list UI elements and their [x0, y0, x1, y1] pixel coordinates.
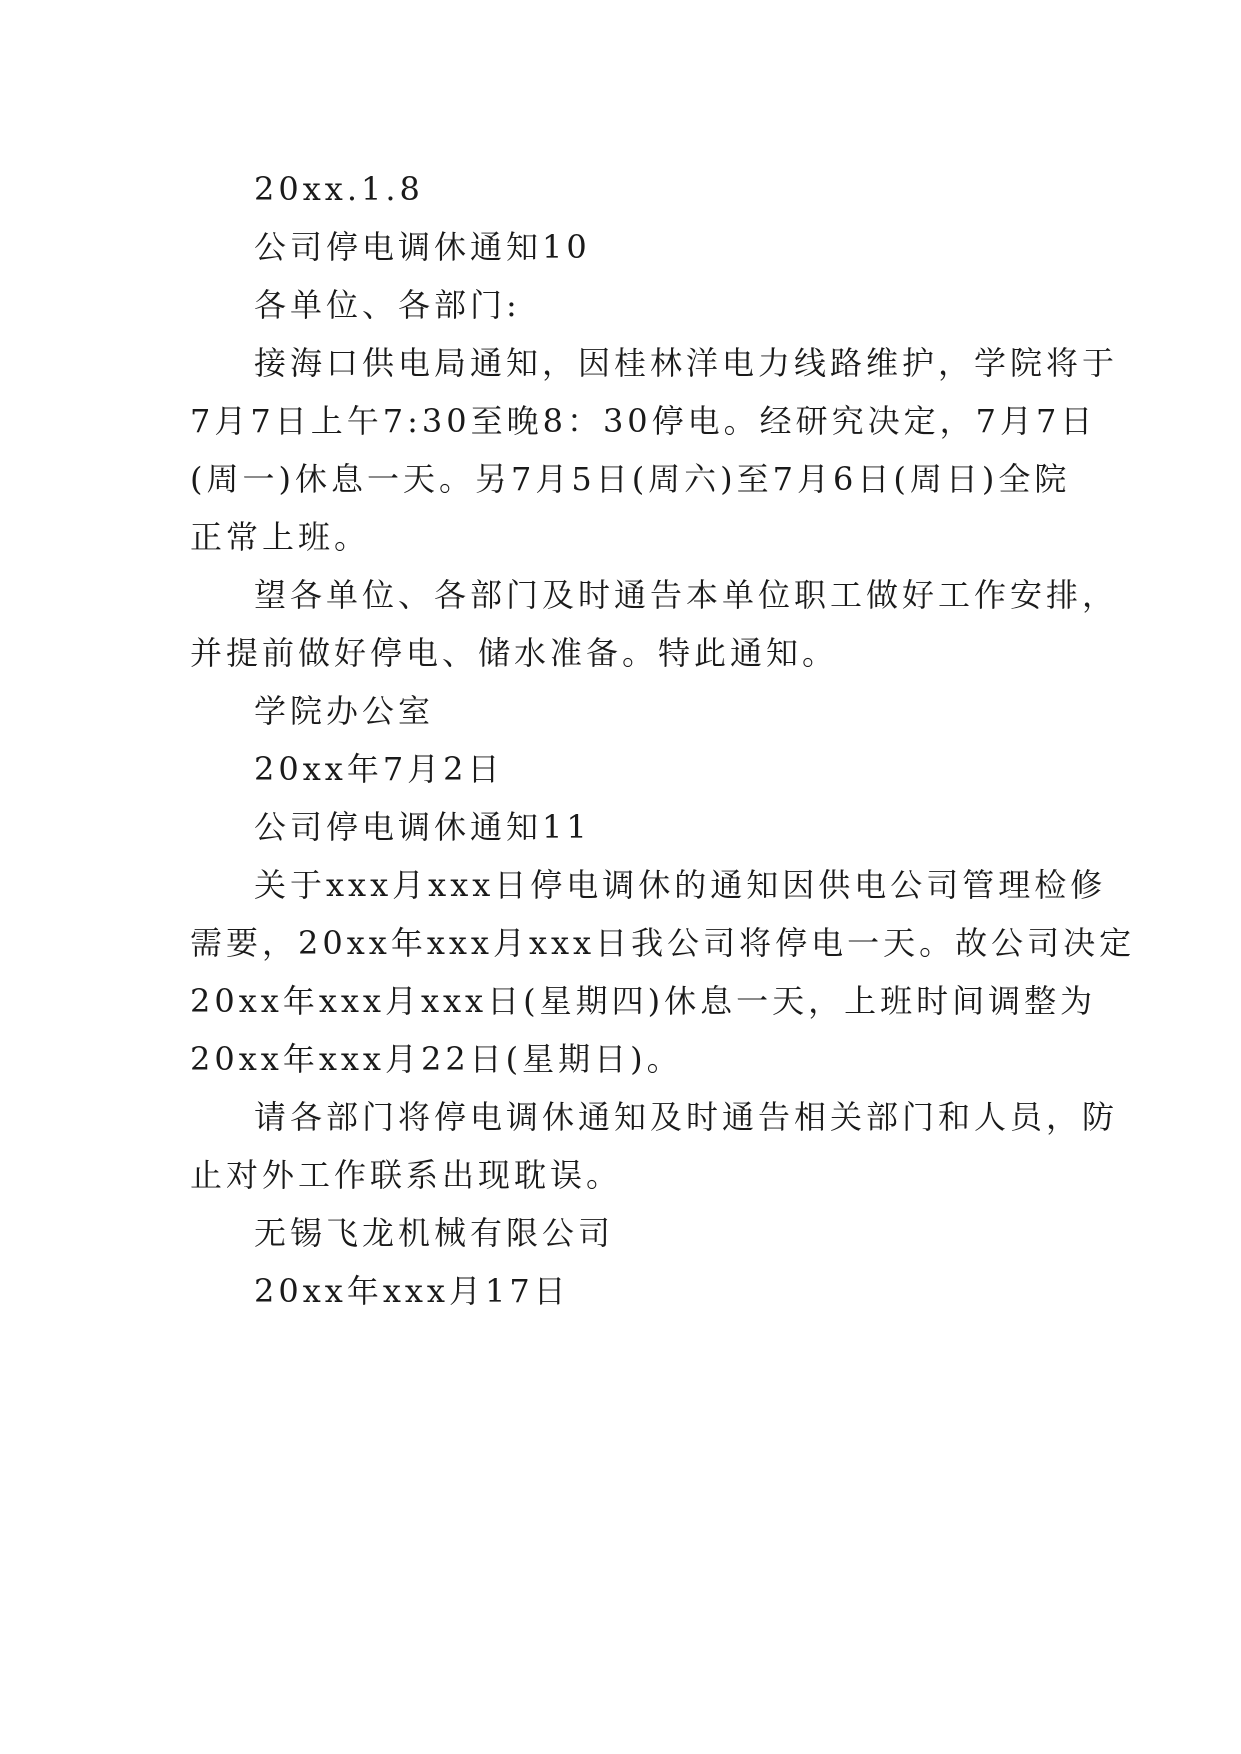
paragraph-line: 7月7日上午7:30至晚8：30停电。经研究决定，7月7日	[190, 402, 1097, 440]
paragraph-line: 请各部门将停电调休通知及时通告相关部门和人员，防	[254, 1098, 1119, 1136]
salutation: 各单位、各部门:	[254, 286, 521, 324]
paragraph-line: 需要，20xx年xxx月xxx日我公司将停电一天。故公司决定	[190, 924, 1136, 962]
signature-org: 学院办公室	[254, 692, 435, 730]
paragraph-line: 接海口供电局通知，因桂林洋电力线路维护，学院将于	[254, 344, 1119, 382]
paragraph-line: 20xx年xxx月22日(星期日)。	[190, 1040, 683, 1078]
paragraph-line: 望各单位、各部门及时通告本单位职工做好工作安排，	[254, 576, 1119, 614]
paragraph-notify	[190, 1088, 1119, 1204]
signature-date: 20xx年xxx月17日	[254, 1272, 570, 1310]
notice-title-11: 公司停电调休通知11	[254, 808, 591, 846]
paragraph-line: (周一)休息一天。另7月5日(周六)至7月6日(周日)全院	[190, 460, 1071, 498]
document-body	[190, 160, 1136, 1320]
paragraph-power-outage	[190, 334, 1119, 566]
paragraph-line: 关于xxx月xxx日停电调休的通知因供电公司管理检修	[254, 866, 1107, 904]
paragraph-schedule-change	[190, 856, 1136, 1088]
paragraph-line: 正常上班。	[190, 518, 371, 556]
paragraph-line: 止对外工作联系出现耽误。	[190, 1156, 623, 1194]
paragraph-line: 并提前做好停电、储水准备。特此通知。	[190, 634, 839, 672]
signature-org: 无锡飞龙机械有限公司	[254, 1214, 615, 1252]
paragraph-line: 20xx年xxx月xxx日(星期四)休息一天，上班时间调整为	[190, 982, 1097, 1020]
notice-title-10: 公司停电调休通知10	[254, 228, 591, 266]
document-date: 20xx.1.8	[254, 170, 424, 208]
paragraph-request	[190, 566, 1119, 682]
signature-date: 20xx年7月2日	[254, 750, 504, 788]
